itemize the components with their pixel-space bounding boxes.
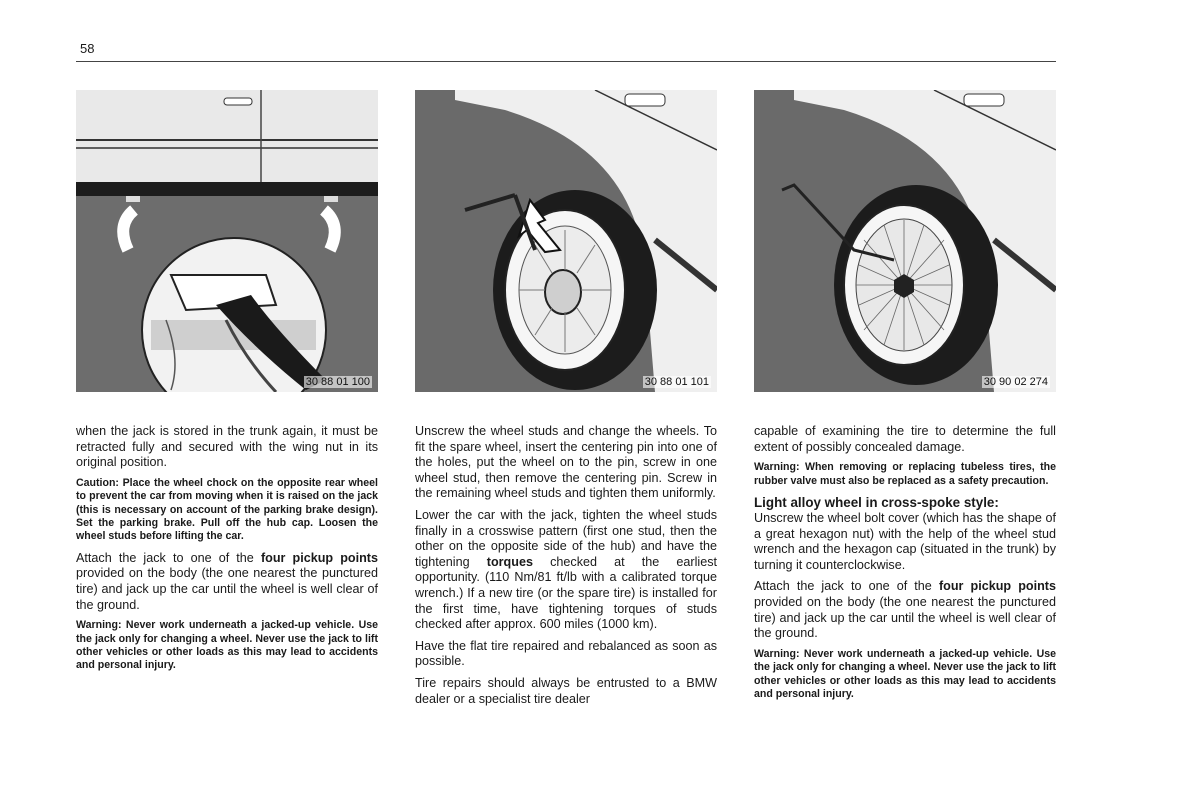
cross-spoke-wheel-illustration: [754, 90, 1056, 392]
wheel-studs-illustration: [415, 90, 717, 392]
text-run: Attach the jack to one of the: [754, 579, 939, 594]
figure-code: 30 88 01 101: [644, 376, 709, 388]
paragraph-attach-jack-2: [754, 579, 1056, 641]
warning-tubeless-valve: Warning: When removing or replacing tubeless tires, the rubber valve must also be replaced as a safety precaution.: [754, 461, 1056, 487]
emphasis-pickup-points: four pickup points: [938, 579, 1057, 594]
emphasis-torques: torques: [486, 554, 533, 569]
text-run: provided on the body (the one nearest the punctured tire) and jack up the car until the wheel is well clear of the ground.: [754, 594, 1056, 641]
caution-wheel-chock: Caution: Place the wheel chock on the opposite rear wheel to prevent the car from moving when it is raised on the jack (this is necessary on account of the parking brake design). Set the parking brake. Pull off the hub cap. Loosen the wheel studs before lifting the car.: [76, 476, 378, 543]
paragraph-examine-tire: capable of examining the tire to determine the full extent of possibly concealed damage.: [754, 424, 1056, 454]
text-run: Lower the car with the jack, tighten the wheel studs finally in a crosswise pattern (first one stud, then the other on the opposite side of the hub) and have the tightening: [415, 507, 717, 569]
text-column-1: [76, 424, 378, 680]
figure-code: 30 88 01 100: [305, 376, 370, 388]
emphasis-pickup-points: four pickup points: [260, 550, 379, 565]
text-column-3: [754, 424, 1056, 708]
paragraph-tire-dealer: Tire repairs should always be entrusted to a BMW dealer or a specialist tire dealer: [415, 675, 717, 706]
paragraph-jack-storage: when the jack is stored in the trunk again, it must be retracted fully and secured with the wing nut in its original position.: [76, 424, 378, 470]
figure-cross-spoke-wheel: [754, 90, 1056, 392]
warning-jacked-vehicle: Warning: Never work underneath a jacked-up vehicle. Use the jack only for changing a wheel. Never use the jack to lift other vehicles or other loads as this may lead to accidents and personal injury.: [76, 619, 378, 672]
heading-cross-spoke-wheel: Light alloy wheel in cross-spoke style:: [754, 495, 999, 510]
text-run: Attach the jack to one of the: [76, 550, 261, 565]
page-number: 58: [80, 41, 95, 56]
paragraph-repair-tire: Have the flat tire repaired and rebalanced as soon as possible.: [415, 638, 717, 669]
text-run: checked at the earliest opportunity. (110 Nm/81 ft/lb with a calibrated torque wrench.) If a new tire (or the spare tire) is installed for the first time, have tightening torques of studs checked after approx. 600 miles (1000 km).: [415, 554, 718, 632]
text-column-2: [415, 424, 717, 713]
figure-code: 30 90 02 274: [983, 376, 1048, 388]
paragraph-unscrew-studs: Unscrew the wheel studs and change the wheels. To fit the spare wheel, insert the centering pin into one of the holes, put the wheel on to the pin, screw in one wheel stud, then remove the centering pin. Screw in the remaining wheel studs and tighten them uniformly.: [415, 424, 717, 501]
paragraph-lower-car: [415, 508, 717, 633]
paragraph-attach-jack: [76, 551, 378, 613]
header-rule: [76, 61, 1056, 62]
figure-wheel-studs: [415, 90, 717, 392]
jack-pickup-illustration: [76, 90, 378, 392]
warning-jacked-vehicle-2: Warning: Never work underneath a jacked-up vehicle. Use the jack only for changing a wheel. Never use the jack to lift other vehicles or other loads as this may lead to accidents and personal injury.: [754, 647, 1056, 700]
text-run: provided on the body (the one nearest the punctured tire) and jack up the car until the wheel is well clear of the ground.: [76, 566, 378, 612]
paragraph-bolt-cover: Unscrew the wheel bolt cover (which has the shape of a great hexagon nut) with the help of the wheel stud wrench and the hexagon cap (situated in the trunk) by turning it counterclockwise.: [754, 511, 1056, 572]
figure-jack-pickup-points: [76, 90, 378, 392]
